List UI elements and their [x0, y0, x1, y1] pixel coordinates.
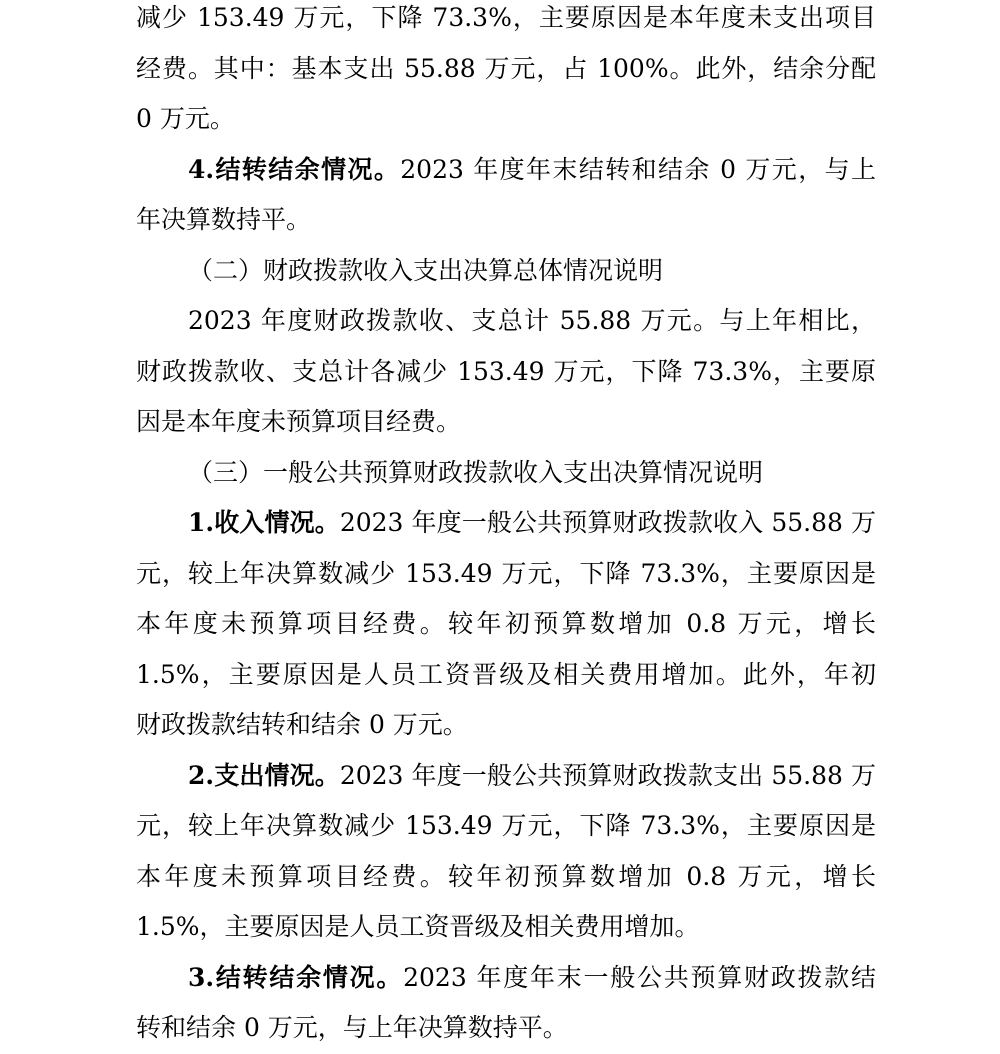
line-text: 财政拨款收、支总计各减少 153.49 万元，下降 73.3%，主要原 — [136, 356, 876, 386]
text-line — [136, 549, 876, 600]
item-1-heading-line — [136, 498, 876, 549]
line-text: 转和结余 0 万元，与上年决算数持平。 — [136, 1013, 568, 1042]
line-text: 因是本年度未预算项目经费。 — [136, 407, 462, 436]
section-heading-text: （二）财政拨款收入支出决算总体情况说明 — [188, 255, 664, 285]
line-text: 财政拨款结转和结余 0 万元。 — [136, 710, 468, 739]
document-page — [136, 0, 876, 1054]
item-3-heading-line — [136, 953, 876, 1004]
item-4-heading-line — [136, 145, 876, 196]
item-2-heading: 2.支出情况。 — [188, 760, 340, 790]
line-text: 1.5%，主要原因是人员工资晋级及相关费用增加。 — [136, 912, 700, 941]
line-text: 年决算数持平。 — [136, 205, 312, 234]
text-line — [136, 347, 876, 398]
text-line — [136, 902, 876, 953]
line-text: 2023 年度年末结转和结余 0 万元，与上 — [400, 154, 876, 184]
item-3-heading: 3.结转结余情况。 — [188, 962, 404, 992]
text-line — [136, 650, 876, 701]
line-text: 2023 年度年末一般公共预算财政拨款结 — [403, 962, 876, 992]
item-2-heading-line — [136, 751, 876, 802]
text-line — [136, 397, 876, 448]
line-text: 减少 153.49 万元，下降 73.3%，主要原因是本年度未支出项目 — [136, 3, 876, 32]
line-text: 0 万元。 — [136, 104, 235, 133]
item-4-heading: 4.结转结余情况。 — [188, 154, 401, 184]
text-line — [136, 0, 876, 44]
text-line — [136, 44, 876, 95]
text-line — [136, 599, 876, 650]
line-text: 本年度未预算项目经费。较年初预算数增加 0.8 万元，增长 — [136, 861, 876, 891]
text-line — [136, 1003, 876, 1054]
line-text: 元，较上年决算数减少 153.49 万元，下降 73.3%，主要原因是 — [136, 558, 876, 588]
section-heading-text: （三）一般公共预算财政拨款收入支出决算情况说明 — [188, 457, 764, 487]
text-line — [136, 296, 876, 347]
line-text: 经费。其中：基本支出 55.88 万元，占 100%。此外，结余分配 — [136, 53, 876, 83]
line-text: 2023 年度财政拨款收、支总计 55.88 万元。与上年相比， — [188, 306, 876, 335]
section-3-heading — [136, 448, 876, 499]
text-line — [136, 700, 876, 751]
line-text: 元，较上年决算数减少 153.49 万元，下降 73.3%，主要原因是 — [136, 811, 876, 840]
item-1-heading: 1.收入情况。 — [188, 508, 340, 537]
line-text: 2023 年度一般公共预算财政拨款支出 55.88 万 — [339, 760, 876, 790]
line-text: 1.5%，主要原因是人员工资晋级及相关费用增加。此外，年初 — [136, 659, 876, 689]
text-line — [136, 852, 876, 903]
text-line — [136, 801, 876, 852]
section-2-heading — [136, 246, 876, 297]
line-text: 本年度未预算项目经费。较年初预算数增加 0.8 万元，增长 — [136, 609, 876, 638]
text-line — [136, 94, 876, 145]
text-line — [136, 195, 876, 246]
line-text: 2023 年度一般公共预算财政拨款收入 55.88 万 — [339, 508, 876, 537]
